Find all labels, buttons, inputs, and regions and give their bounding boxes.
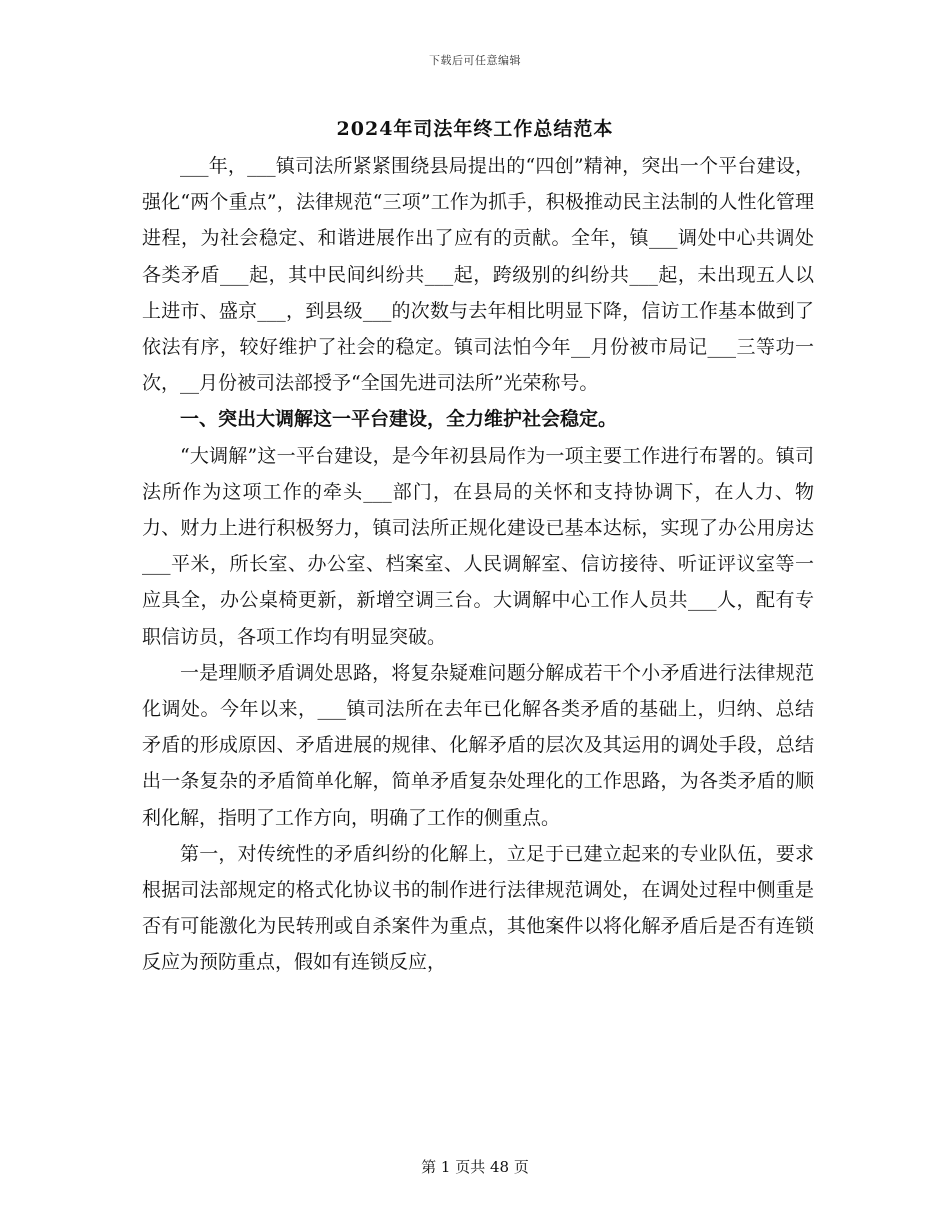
section-heading-1: 一、突出大调解这一平台建设，全力维护社会稳定。 — [180, 408, 618, 431]
page-header-note: 下载后可任意编辑 — [429, 54, 521, 67]
paragraph-mediation-platform: “大调解”这一平台建设，是今年初县局作为一项主要工作进行布署的。镇司法所作为这项工作的牵头___部门，在县局的关怀和支持协调下，在人力、物力、财力上进行积极努力，镇司法所正规化建设已基本达标，实现了办公用房达___平米，所长室、办公室、档案室、人民调解室、信访接待、听证评议室等一应具全，办公桌椅更新，新增空调三台。大调解中心工作人员共___人，配有专职信访员，各项工作均有明显突破。 — [142, 444, 814, 648]
paragraph-point-one: 一是理顺矛盾调处思路，将复杂疑难问题分解成若干个小矛盾进行法律规范化调处。今年以来，___镇司法所在去年已化解各类矛盾的基础上，归纳、总结矛盾的形成原因、矛盾进展的规律、化解矛盾的层次及其运用的调处手段，总结出一条复杂的矛盾简单化解，简单矛盾复杂处理化的工作思路，为各类矛盾的顺利化解，指明了工作方向，明确了工作的侧重点。 — [142, 661, 814, 829]
paragraph-first-item: 第一，对传统性的矛盾纠纷的化解上，立足于已建立起来的专业队伍，要求根据司法部规定的格式化协议书的制作进行法律规范调处，在调处过程中侧重是否有可能激化为民转刑或自杀案件为重点，其他案件以将化解矛盾后是否有连锁反应为预防重点，假如有连锁反应， — [142, 842, 814, 974]
document-body — [142, 148, 814, 981]
document-title: 2024年司法年终工作总结范本 — [336, 118, 614, 140]
page-number-footer: 第 1 页共 48 页 — [421, 1158, 529, 1176]
paragraph-intro: ___年，___镇司法所紧紧围绕县局提出的“四创”精神，突出一个平台建设，强化“两个重点”，法律规范“三项”工作为抓手，积极推动民主法制的人性化管理进程，为社会稳定、和谐进展作出了应有的贡献。全年，镇___调处中心共调处各类矛盾___起，其中民间纠纷共___起，跨级别的纠纷共___起，未出现五人以上进市、盛京___，到县级___的次数与去年相比明显下降，信访工作基本做到了依法有序，较好维护了社会的稳定。镇司法怕今年__月份被市局记___三等功一次，__月份被司法部授予“全国先进司法所”光荣称号。 — [142, 155, 814, 395]
